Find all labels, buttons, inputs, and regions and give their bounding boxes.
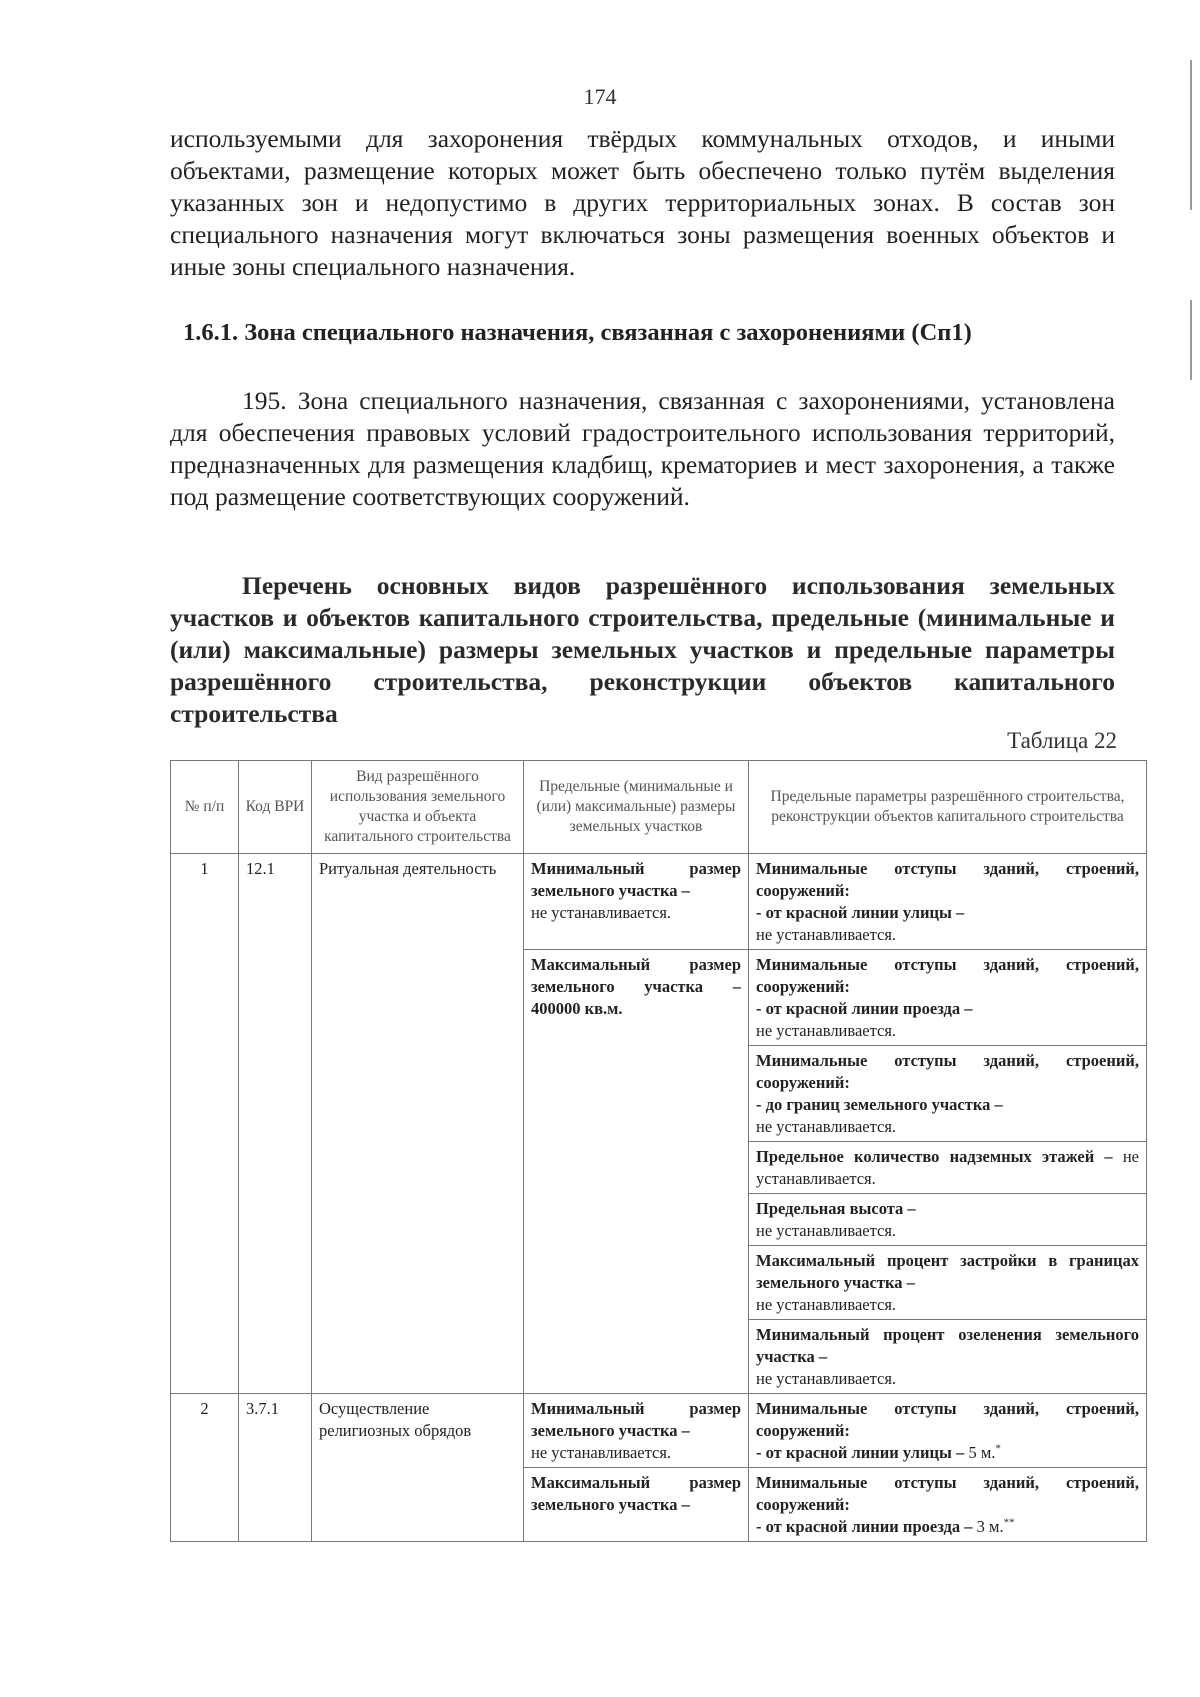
row1-param-1-label: Минимальные отступы зданий, строений, сооружений: xyxy=(756,859,1139,900)
row1-param-5-value: не устанавливается. xyxy=(756,1221,897,1240)
page-number: 174 xyxy=(583,84,617,109)
row1-param-7 xyxy=(749,1320,1147,1394)
table-row xyxy=(171,1394,1147,1468)
row2-param-1-value: 5 м. xyxy=(968,1443,996,1462)
paragraph-195: 195. Зона специального назначения, связанная с захоронениями, установлена для обеспечения правовых условий градостроительного использования территорий, предназначенных для размещения кладбищ, крематориев и мест захоронения, а также под размещение соответствующих сооружений. xyxy=(170,386,1115,511)
row1-param-4-value: не устанавливается. xyxy=(756,1147,1139,1188)
row1-param-3 xyxy=(749,1046,1147,1142)
row1-param-4 xyxy=(749,1142,1147,1194)
row1-param-7-value: не устанавливается. xyxy=(756,1369,897,1388)
header-size: Предельные (минимальные и (или) максимальные) размеры земельных участков xyxy=(524,761,749,854)
header-params: Предельные параметры разрешённого строительства, реконструкции объектов капитального строительства xyxy=(749,761,1147,854)
list-heading: Перечень основных видов разрешённого использования земельных участков и объектов капитального строительства, предельные (минимальные и (или) максимальные) размеры земельных участков и предельные параметры разрешённого строительства, реконструкции объектов капитального строительства xyxy=(170,571,1115,728)
row1-size-max xyxy=(524,950,749,1394)
row2-param-2 xyxy=(749,1468,1147,1542)
row1-size-min-value: не устанавливается. xyxy=(531,903,672,922)
row2-param-2-label: Минимальные отступы зданий, строений, сооружений: xyxy=(756,1473,1139,1514)
scan-margin-line xyxy=(1190,60,1192,210)
row2-kind: Осуществление религиозных обрядов xyxy=(312,1394,524,1542)
header-code: Код ВРИ xyxy=(239,761,312,854)
row2-size-max xyxy=(524,1468,749,1542)
row2-param-1-mark: * xyxy=(995,1442,1001,1455)
row2-param-2-value: 3 м. xyxy=(976,1517,1004,1536)
row1-param-7-label: Минимальный процент озеленения земельного участка – xyxy=(756,1325,1139,1366)
row1-param-6-value: не устанавливается. xyxy=(756,1295,897,1314)
row2-code: 3.7.1 xyxy=(239,1394,312,1542)
table-header-row xyxy=(171,761,1147,854)
row1-param-5-label: Предельная высота – xyxy=(756,1199,916,1218)
row1-param-3-label: Минимальные отступы зданий, строений, сооружений: xyxy=(756,1051,1139,1092)
row1-size-max-value: 400000 кв.м. xyxy=(531,999,623,1018)
table-row xyxy=(171,854,1147,950)
row2-size-min xyxy=(524,1394,749,1468)
row1-param-2-value: не устанавливается. xyxy=(756,1021,897,1040)
row1-param-1 xyxy=(749,854,1147,950)
section-heading: 1.6.1. Зона специального назначения, связанная с захоронениями (Сп1) xyxy=(183,319,972,346)
table-caption: Таблица 22 xyxy=(1007,728,1117,753)
row1-param-1-item: - от красной линии улицы – xyxy=(756,903,965,922)
intro-paragraph: используемыми для захоронения твёрдых коммунальных отходов, и иными объектами, размещение которых может быть обеспечено только путём выделения указанных зон и недопустимо в других территориальных зонах. В состав зон специального назначения могут включаться зоны размещения военных объектов и иные зоны специального назначения. xyxy=(170,124,1115,281)
row2-param-1-label: Минимальные отступы зданий, строений, сооружений: xyxy=(756,1399,1139,1440)
row2-size-max-label: Максимальный размер земельного участка – xyxy=(531,1473,741,1514)
row2-param-2-mark: ** xyxy=(1003,1516,1015,1529)
header-kind: Вид разрешённого использования земельного участка и объекта капитального строительства xyxy=(312,761,524,854)
row1-param-3-value: не устанавливается. xyxy=(756,1117,897,1136)
row2-size-min-value: не устанавливается. xyxy=(531,1443,672,1462)
row1-size-min xyxy=(524,854,749,950)
row1-size-min-label: Минимальный размер земельного участка – xyxy=(531,859,741,900)
row1-param-1-value: не устанавливается. xyxy=(756,925,897,944)
row1-kind: Ритуальная деятельность xyxy=(312,854,524,1394)
row1-param-4-label: Предельное количество надземных этажей – xyxy=(756,1147,1113,1166)
regulations-table xyxy=(170,760,1147,1542)
row1-param-6 xyxy=(749,1246,1147,1320)
row2-size-min-label: Минимальный размер земельного участка – xyxy=(531,1399,741,1440)
row1-param-3-item: - до границ земельного участка – xyxy=(756,1095,1003,1114)
row1-param-2 xyxy=(749,950,1147,1046)
row1-size-max-label: Максимальный размер земельного участка – xyxy=(531,955,741,996)
row1-param-2-label: Минимальные отступы зданий, строений, сооружений: xyxy=(756,955,1139,996)
header-num: № п/п xyxy=(171,761,239,854)
row1-param-2-item: - от красной линии проезда – xyxy=(756,999,973,1018)
row2-param-1-item: - от красной линии улицы – xyxy=(756,1443,969,1462)
row1-param-5 xyxy=(749,1194,1147,1246)
row2-param-2-item: - от красной линии проезда – xyxy=(756,1517,977,1536)
row1-param-6-label: Максимальный процент застройки в границах земельного участка – xyxy=(756,1251,1139,1292)
row2-num: 2 xyxy=(171,1394,239,1542)
row1-num: 1 xyxy=(171,854,239,1394)
row2-param-1 xyxy=(749,1394,1147,1468)
row1-code: 12.1 xyxy=(239,854,312,1394)
scan-margin-line xyxy=(1190,300,1192,380)
